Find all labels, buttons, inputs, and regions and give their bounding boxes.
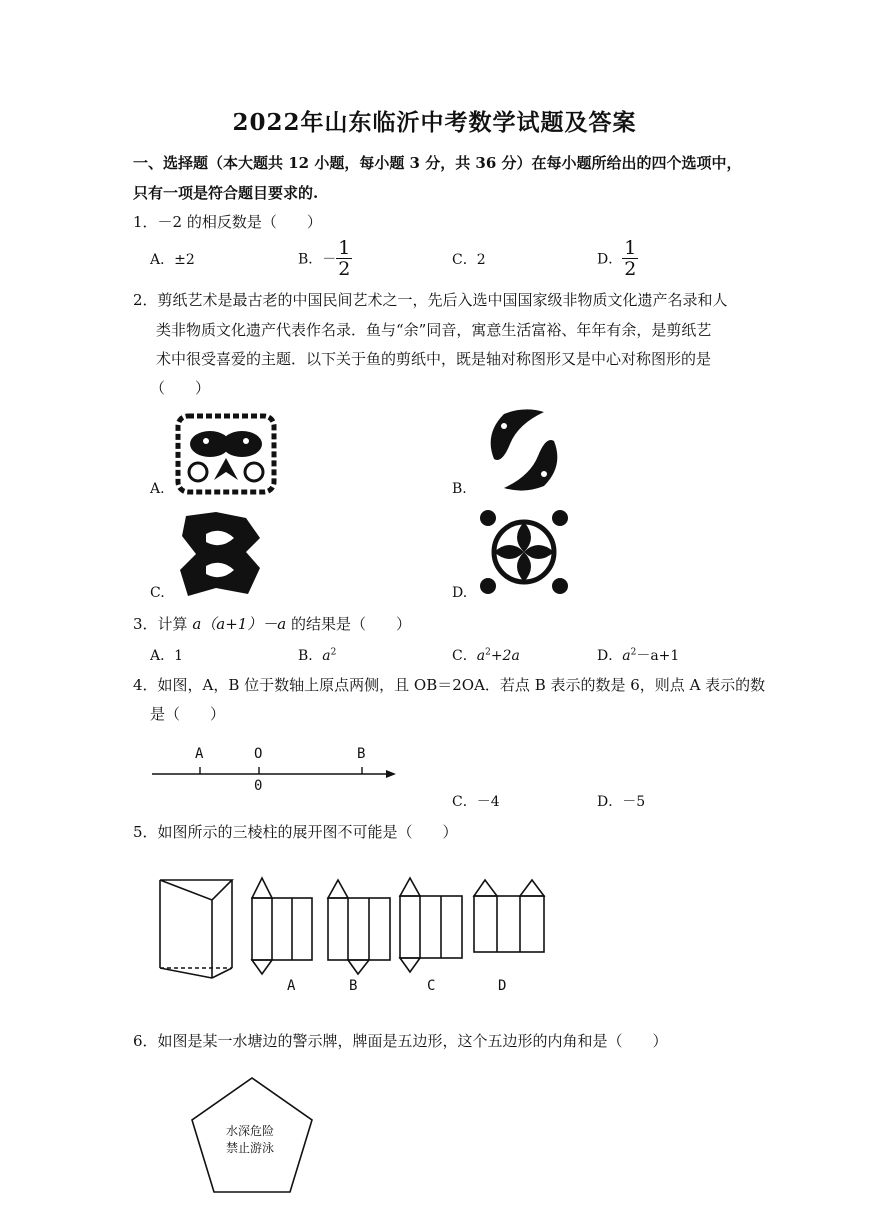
q3-option-d-base: a bbox=[622, 648, 631, 664]
axis-label-b: B bbox=[357, 746, 366, 762]
q3-option-c-base: a bbox=[476, 648, 486, 664]
q3-option-d-exponent: 2 bbox=[630, 647, 637, 658]
sign-text-line1: 水深危险 bbox=[226, 1124, 275, 1138]
fraction-denominator: 2 bbox=[338, 258, 351, 280]
papercut-fish-d-image bbox=[476, 508, 572, 596]
papercut-fish-a-image bbox=[176, 414, 276, 496]
papercut-fish-c-image bbox=[176, 508, 266, 600]
section-heading-line2: 只有一项是符合题目要求的. bbox=[133, 184, 319, 202]
q3-option-d-rest: －a+1 bbox=[636, 648, 680, 664]
net-a bbox=[252, 878, 312, 974]
q3-stem-prefix: 3．计算 bbox=[133, 615, 193, 633]
q3-option-b bbox=[298, 645, 336, 665]
papercut-fish-b-image bbox=[474, 404, 574, 496]
q2-line1: 2．剪纸艺术是最古老的中国民间艺术之一，先后入选中国国家级非物质文化遗产名录和人 bbox=[133, 291, 728, 309]
axis-label-zero: 0 bbox=[254, 778, 263, 794]
q3-option-d-label: D． bbox=[597, 648, 623, 664]
axis-label-o: O bbox=[254, 746, 263, 762]
section-heading-line1: 一、选择题（本大题共 12 小题，每小题 3 分，共 36 分）在每小题所给出的四个选项中， bbox=[133, 154, 742, 172]
fraction-denominator: 2 bbox=[624, 258, 637, 280]
q2-option-a-label: A. bbox=[150, 481, 165, 497]
q3-stem bbox=[133, 613, 411, 634]
q4-option-c: C．－4 bbox=[452, 794, 500, 810]
q2-line2: 类非物质文化遗产代表作名录．鱼与“余”同音，寓意生活富裕、年年有余，是剪纸艺 bbox=[156, 321, 712, 339]
q1-option-b bbox=[298, 238, 352, 279]
q3-stem-suffix: 的结果是（ ） bbox=[286, 615, 412, 633]
q3-option-b-exponent: 2 bbox=[330, 647, 337, 658]
q3-option-c-label: C． bbox=[452, 648, 477, 664]
q3-option-c bbox=[452, 645, 520, 665]
q1-option-d-prefix: D． bbox=[597, 251, 623, 268]
q4-line2: 是（ ） bbox=[150, 705, 226, 723]
q2-option-d-label: D. bbox=[452, 585, 468, 601]
q1-option-d-fraction bbox=[622, 238, 638, 279]
sign-text-line2: 禁止游泳 bbox=[226, 1141, 275, 1155]
axis-label-a: A bbox=[195, 746, 204, 762]
q2-line3: 术中很受喜爱的主题．以下关于鱼的剪纸中，既是轴对称图形又是中心对称图形的是 bbox=[156, 350, 712, 368]
net-label-c: C bbox=[427, 978, 436, 994]
net-c bbox=[400, 878, 462, 972]
fraction-numerator: 1 bbox=[624, 237, 637, 259]
q6-stem: 6．如图是某一水塘边的警示牌，牌面是五边形，这个五边形的内角和是（ ） bbox=[133, 1032, 668, 1050]
q1-option-c: C．2 bbox=[452, 252, 486, 268]
q2-option-c-label: C. bbox=[150, 585, 165, 601]
q1-option-b-prefix: B．－ bbox=[298, 251, 337, 268]
q1-stem: 1．－2 的相反数是（ ） bbox=[133, 213, 322, 231]
number-line-arrow-icon bbox=[386, 770, 396, 778]
q3-option-c-rest: +2a bbox=[490, 648, 520, 664]
q3-option-b-base: a bbox=[322, 648, 331, 664]
net-label-b: B bbox=[349, 978, 358, 994]
q5-stem: 5．如图所示的三棱柱的展开图不可能是（ ） bbox=[133, 823, 458, 841]
q2-line4: （ ） bbox=[150, 379, 211, 397]
q1-option-d bbox=[597, 238, 638, 279]
prism-nets-figure bbox=[160, 870, 550, 980]
q3-option-a: A．1 bbox=[150, 648, 184, 664]
net-b bbox=[328, 880, 390, 974]
net-d bbox=[474, 880, 544, 952]
triangular-prism bbox=[160, 880, 232, 978]
q4-line1: 4．如图，A，B 位于数轴上原点两侧，且 OB＝2OA．若点 B 表示的数是 6，则点 A 表示的数 bbox=[133, 676, 766, 694]
fraction-numerator: 1 bbox=[338, 237, 351, 259]
net-label-a: A bbox=[287, 978, 296, 994]
page-title: 2022年山东临沂中考数学试题及答案 bbox=[232, 109, 637, 136]
q1-option-a: A．±2 bbox=[150, 252, 195, 268]
net-label-d: D bbox=[498, 978, 507, 994]
q3-option-c-exponent: 2 bbox=[485, 647, 491, 658]
q2-option-b-label: B. bbox=[452, 481, 467, 497]
q3-option-d bbox=[597, 645, 679, 665]
q3-expression: a（a+1）－a bbox=[192, 615, 287, 633]
q1-option-b-fraction bbox=[336, 238, 352, 279]
q3-option-b-label: B． bbox=[298, 648, 323, 664]
q4-option-d: D．－5 bbox=[597, 794, 646, 810]
